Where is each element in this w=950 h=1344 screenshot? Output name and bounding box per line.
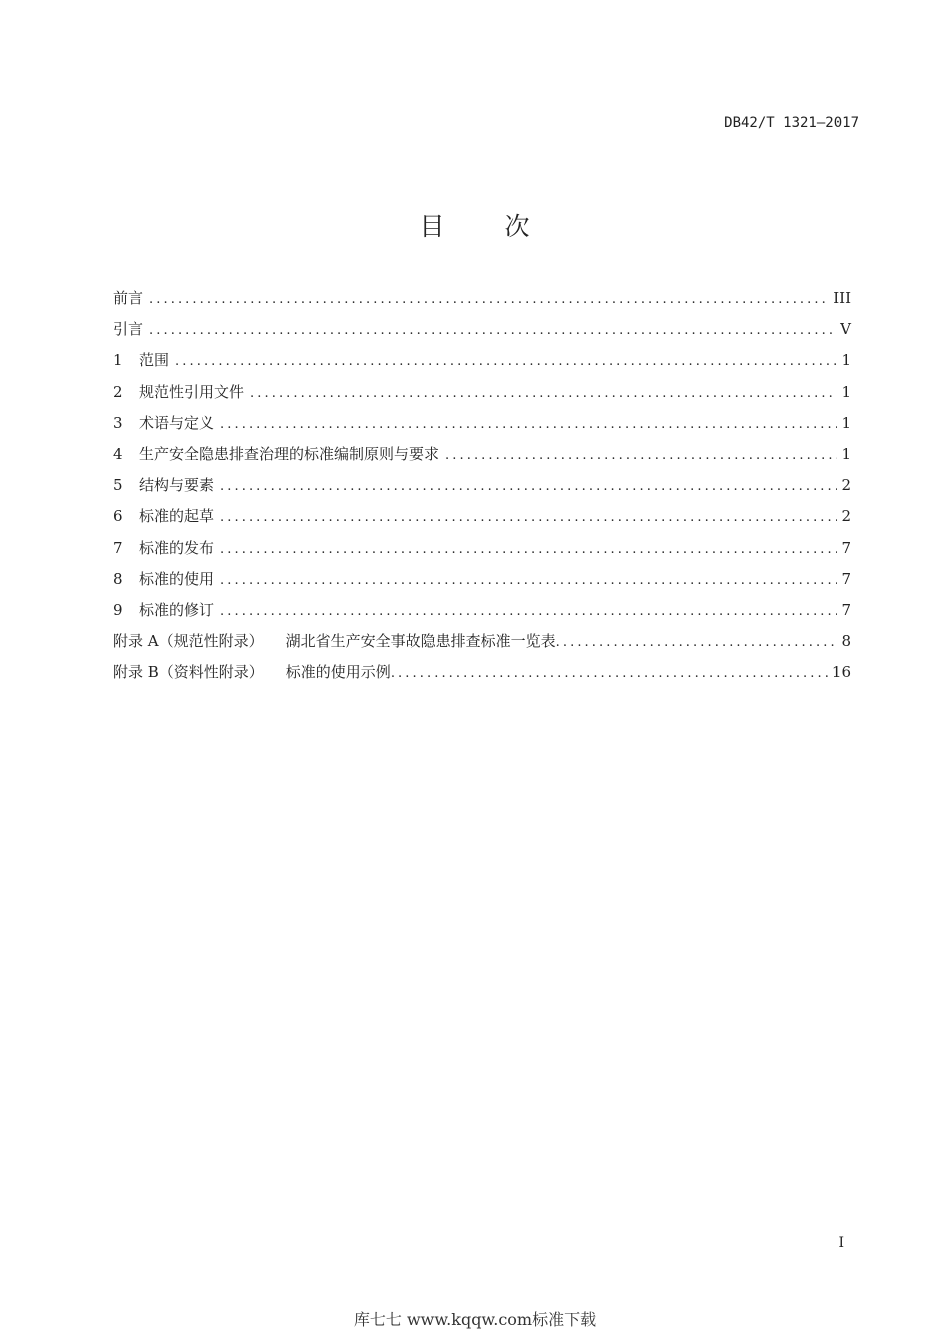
toc-entry[interactable] — [113, 412, 851, 443]
toc-entry-label: 生产安全隐患排查治理的标准编制原则与要求 — [139, 444, 440, 463]
dot-leader — [556, 635, 837, 650]
appendix-page: 16 — [831, 663, 851, 682]
dot-leader — [445, 448, 837, 463]
toc-entry[interactable] — [113, 443, 851, 474]
toc-entry-page: 1 — [841, 444, 851, 463]
toc-entry-label: 范围 — [139, 351, 170, 370]
toc-entry-page: III — [833, 289, 851, 307]
toc-entry[interactable] — [113, 568, 851, 599]
footer-watermark: 库七七 www.kqqw.com标准下载 — [353, 1310, 597, 1329]
toc-entry[interactable] — [113, 349, 851, 380]
toc-entry-number: 5 — [113, 476, 123, 495]
toc-entry-page: 7 — [841, 600, 851, 619]
appendix-label: 附录 A（规范性附录） — [113, 632, 264, 651]
toc-entry-label: 规范性引用文件 — [139, 382, 245, 401]
toc-entry-label: 标准的发布 — [139, 538, 215, 557]
toc-entry-page: 1 — [841, 382, 851, 401]
toc-entry[interactable] — [113, 599, 851, 630]
page-title: 目 次 — [419, 212, 556, 241]
toc-entry-label: 标准的起草 — [139, 507, 215, 526]
toc-appendix-entry[interactable] — [113, 630, 851, 661]
appendix-title: 标准的使用示例 — [285, 663, 391, 682]
toc-entry-label: 结构与要素 — [139, 476, 215, 495]
toc-entry-number: 2 — [113, 382, 123, 401]
toc-entry-page: 7 — [841, 569, 851, 588]
dot-leader — [175, 354, 837, 369]
table-of-contents — [113, 287, 851, 692]
toc-entry-number: 4 — [113, 444, 123, 463]
dot-leader — [391, 666, 828, 681]
toc-entry-number: 7 — [113, 538, 123, 557]
toc-entry[interactable] — [113, 474, 851, 505]
dot-leader — [149, 292, 829, 307]
toc-entry-page: V — [840, 320, 851, 339]
toc-entry-number: 9 — [113, 600, 123, 619]
toc-entry-number: 1 — [113, 351, 123, 370]
toc-entry-number: 3 — [113, 413, 123, 432]
toc-entry-page: 2 — [841, 507, 851, 526]
toc-entry-number: 8 — [113, 569, 123, 588]
dot-leader — [220, 417, 837, 432]
dot-leader — [220, 479, 837, 494]
toc-entry-label: 标准的使用 — [139, 569, 215, 588]
dot-leader — [220, 542, 837, 557]
toc-entry-label: 标准的修订 — [139, 600, 215, 619]
dot-leader — [220, 573, 837, 588]
toc-entry-page: 7 — [841, 538, 851, 557]
appendix-label: 附录 B（资料性附录） — [113, 663, 264, 682]
toc-entry[interactable] — [113, 381, 851, 412]
dot-leader — [250, 386, 837, 401]
toc-entry[interactable] — [113, 537, 851, 568]
appendix-title: 湖北省生产安全事故隐患排查标准一览表 — [285, 632, 556, 651]
document-code: DB42/T 1321—2017 — [724, 115, 859, 131]
dot-leader — [220, 510, 837, 525]
dot-leader — [220, 604, 837, 619]
toc-entry[interactable] — [113, 505, 851, 536]
appendix-page: 8 — [841, 632, 851, 651]
dot-leader — [149, 323, 836, 338]
page-number: I — [838, 1235, 844, 1251]
toc-entry[interactable] — [113, 318, 851, 349]
toc-entry-label: 引言 — [113, 320, 144, 339]
toc-entry-page: 1 — [841, 351, 851, 370]
toc-entry-number: 6 — [113, 507, 123, 526]
toc-appendix-entry[interactable] — [113, 661, 851, 692]
toc-entry-page: 2 — [841, 476, 851, 495]
toc-entry-page: 1 — [841, 413, 851, 432]
toc-entry-label: 术语与定义 — [139, 413, 215, 432]
toc-entry-label: 前言 — [113, 289, 144, 307]
toc-entry[interactable] — [113, 287, 851, 318]
